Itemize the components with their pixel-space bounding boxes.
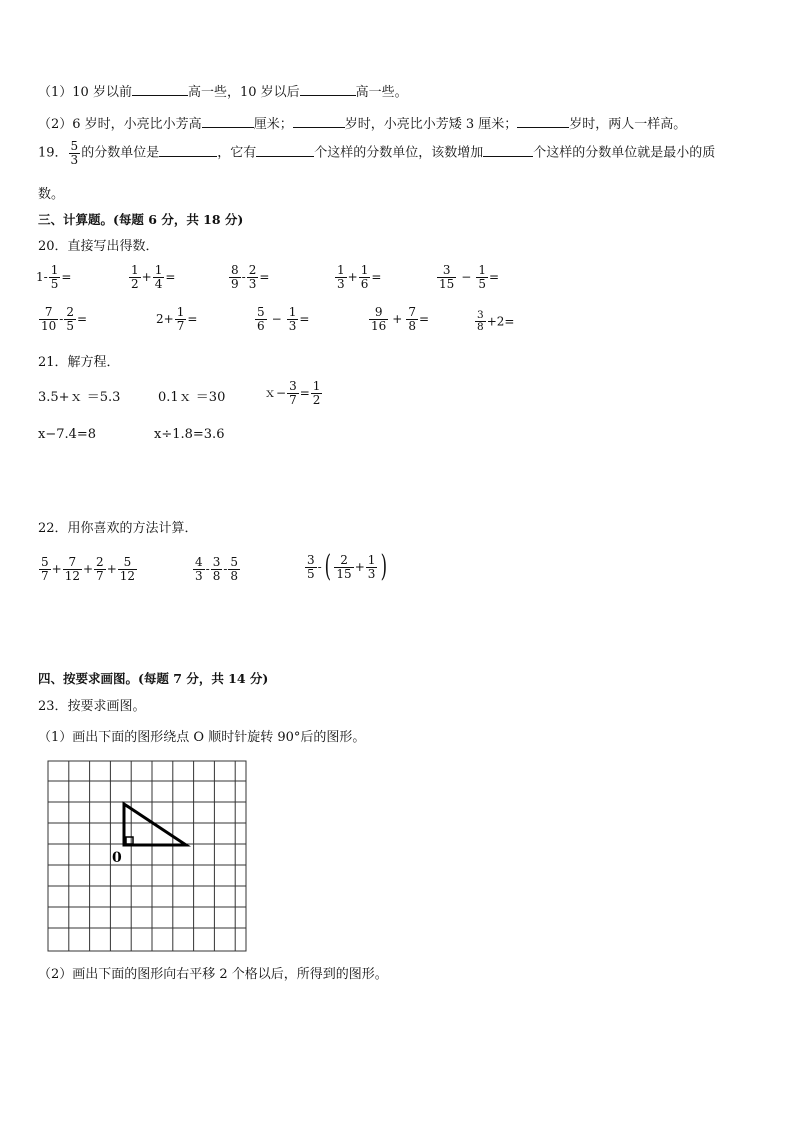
equals-sign: = [299,386,310,401]
equals-sign: = [61,270,72,285]
right-angle-mark [126,837,133,844]
minus-sign: - [241,270,246,285]
q21-equation-2: 0.1ｘ ＝30 [158,390,226,405]
denominator: 7 [176,318,185,333]
expr-lead: ｘ− [264,386,287,401]
q22-expr-b [192,556,241,582]
q19-text-2: ，它有 [217,145,257,161]
q22-expr-a [38,556,138,582]
q18-part2-text-b: 厘米； [253,117,293,132]
rotation-grid [40,754,254,958]
section-3-title: 三、计算题。(每题 6 分，共 18 分) [38,212,244,227]
numerator: 2 [248,263,257,277]
q21-title: 21．解方程． [38,355,120,370]
numerator: 2 [340,552,348,567]
expr-tail: +2= [486,314,515,329]
q20-expr-7 [156,306,197,332]
q19-text-5: 数。 [38,187,65,202]
answer-blank[interactable] [483,155,533,157]
q18-part2-text-c: 岁时，小亮比小芳矮 3 厘米； [344,117,518,132]
q20-expr-4 [334,264,381,290]
origin-label: 0 [112,850,122,866]
minus-sign: − [461,270,472,285]
plus-sign: + [354,560,365,574]
numerator: 2 [66,305,74,319]
numerator: 3 [307,552,315,567]
q22-expr-c [304,549,390,584]
q20-title: 20．直接写出得数． [38,239,159,254]
denominator: 5 [50,276,59,291]
plus-sign: + [106,562,117,577]
denominator: 5 [478,276,486,291]
q21-equation-3 [264,380,323,406]
plus-sign: + [141,270,152,285]
q20-expr-3 [228,264,269,290]
equals-sign: = [488,270,500,285]
answer-blank[interactable] [517,126,569,128]
equals-sign: = [76,312,88,327]
q23-part2: （2）画出下面的图形向右平移 2 个格以后，所得到的图形。 [38,967,388,982]
q19-text-1: 的分数单位是 [81,145,160,161]
denominator: 3 [248,276,257,291]
q23-part1: （1）画出下面的图形绕点 O 顺时针旋转 90°后的图形。 [38,730,366,745]
denominator: 5 [307,566,315,581]
denominator: 2 [131,276,139,291]
answer-blank[interactable] [293,126,345,128]
q21-equation-4: x−7.4=8 [38,427,97,442]
q21-equation-5: x÷1.8=3.6 [154,427,225,442]
denominator: 3 [288,318,297,333]
numerator: 1 [131,263,139,277]
q20-expr-8 [254,306,309,332]
q18-part1-text-a: （1）10 岁以前 [38,85,132,100]
numerator: 5 [123,555,132,569]
denominator: 3 [337,276,345,291]
numerator: 1 [337,263,345,277]
answer-blank[interactable] [159,155,217,157]
equals-sign: = [259,270,270,285]
denominator: 6 [257,318,265,333]
expr-lead: 2+ [156,312,174,327]
section-4-title: 四、按要求画图。(每题 7 分，共 14 分) [38,671,269,686]
right-paren: ) [381,549,388,584]
minus-sign: - [205,562,210,577]
q23-title: 23．按要求画图。 [38,699,146,714]
q22-title: 22．用你喜欢的方法计算． [38,521,198,536]
denominator: 15 [439,276,455,291]
equals-sign: = [299,312,310,327]
denominator: 6 [360,276,369,291]
numerator: 1 [367,552,376,567]
denominator: 8 [212,568,221,583]
q20-expr-5 [436,264,499,290]
numerator: 1 [176,305,185,319]
numerator: 8 [231,263,239,277]
q19-line1 [38,140,715,166]
numerator: 7 [408,305,416,319]
q21-equation-1: 3.5+ｘ ＝5.3 [38,390,121,405]
denominator: 7 [41,568,49,583]
numerator: 1 [312,379,321,393]
q19-text-4: 个这样的分数单位就是最小的质 [533,145,716,161]
q19-number: 19． [38,145,68,161]
answer-blank[interactable] [256,155,314,157]
numerator: 4 [195,555,203,569]
numerator: 5 [70,139,79,153]
right-triangle [124,804,186,845]
denominator: 3 [367,566,376,581]
q18-part1-text-b: 高一些，10 岁以后 [187,85,300,100]
denominator: 12 [64,568,80,583]
plus-sign: + [347,270,358,285]
q18-part2 [38,118,686,131]
q18-part2-text-a: （2）6 岁时，小亮比小芳高 [38,117,202,132]
numerator: 5 [41,555,49,569]
equals-sign: = [418,312,430,327]
denominator: 7 [96,568,104,583]
denominator: 3 [70,152,79,167]
plus-sign: + [51,562,62,577]
equals-sign: = [165,270,176,285]
q20-expr-6 [38,306,87,332]
numerator: 7 [44,305,53,319]
numerator: 1 [288,305,297,319]
q20-expr-9 [368,306,429,332]
equals-sign: = [371,270,382,285]
expr-lead: 1- [36,270,48,285]
denominator: 8 [230,568,239,583]
denominator: 5 [66,318,74,333]
answer-blank[interactable] [300,94,356,96]
denominator: 4 [154,276,163,291]
numerator: 9 [374,305,383,319]
numerator: 2 [96,555,104,569]
denominator: 16 [371,318,387,333]
plus-sign: + [392,312,403,327]
minus-sign: - [317,560,322,574]
numerator: 5 [257,305,265,319]
denominator: 9 [231,276,239,291]
grid-lines [48,761,246,951]
numerator: 3 [289,379,297,393]
left-paren: ( [324,549,331,584]
q18-part2-text-d: 岁时，两人一样高。 [569,117,687,132]
q19-fraction [69,140,81,166]
denominator: 3 [195,568,203,583]
numerator: 1 [154,263,163,277]
minus-sign: - [223,562,228,577]
plus-sign: + [82,562,94,577]
denominator: 12 [119,568,136,583]
q20-expr-1 [36,264,71,290]
q20-expr-10 [474,310,514,333]
minus-sign: - [59,312,64,327]
denominator: 8 [408,318,416,333]
denominator: 2 [312,392,321,407]
q20-expr-2 [128,264,175,290]
q18-part1-text-c: 高一些。 [355,85,408,100]
answer-blank[interactable] [132,94,188,96]
denominator: 15 [336,566,352,581]
equals-sign: = [187,312,198,327]
denominator: 7 [289,392,297,407]
numerator: 1 [360,263,369,277]
q19-text-3: 个这样的分数单位，该数增加 [314,145,484,161]
numerator: 1 [50,263,59,277]
numerator: 3 [477,309,484,321]
numerator: 3 [442,263,451,277]
numerator: 5 [230,555,239,569]
numerator: 1 [478,263,486,277]
q18-part1 [38,86,408,99]
minus-sign: − [271,312,282,327]
numerator: 3 [212,555,221,569]
denominator: 8 [477,321,484,334]
numerator: 7 [68,555,77,569]
denominator: 10 [41,318,57,333]
answer-blank[interactable] [202,126,254,128]
